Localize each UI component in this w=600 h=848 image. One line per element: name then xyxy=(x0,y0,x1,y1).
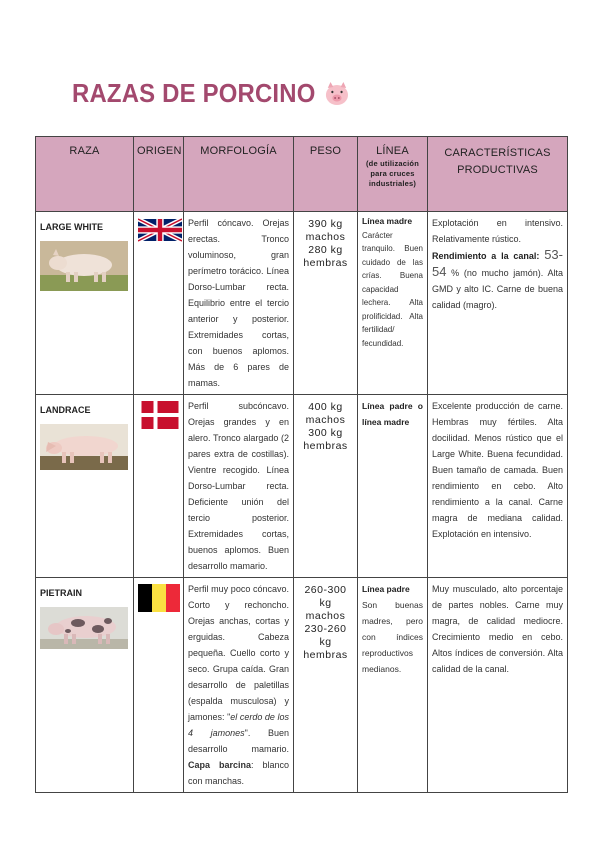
line-cell xyxy=(358,395,428,578)
weight-females: 280 kg hembras xyxy=(303,244,348,269)
line-title: Línea padre o línea madre xyxy=(362,401,423,427)
line-description: Carácter tranquilo. Buen cuidado de las crías. Buena capacidad lechera. Alta prolificidad. Alta fertilidad/ fecundidad. xyxy=(362,230,423,348)
weight-cell xyxy=(294,395,358,578)
header-linea-sub: (de utilización para cruces industriales) xyxy=(365,159,419,189)
origin-cell xyxy=(134,578,184,793)
characteristics-text: Explotación en intensivo. Relativamente rústico. xyxy=(432,218,563,244)
characteristics-yield xyxy=(432,247,563,313)
morphology-cell: Perfil cóncavo. Orejas erectas. Tronco voluminoso, gran perímetro torácico. Línea Dorso-Lumbar recta. Equilibrio entre el tercio anterior y posterior. Extremidades cortas, con buenos aplomos. Más de 6 pares de mamas. xyxy=(184,212,294,395)
belgium-flag-icon xyxy=(138,584,180,612)
morphology-text-2: ". Buen desarrollo mamario. xyxy=(188,728,289,754)
line-title: Línea madre xyxy=(362,216,413,226)
morphology-text-3: : blanco con manchas. xyxy=(188,760,289,786)
morphology-cell: Perfil subcóncavo. Orejas grandes y en alero. Tronco alargado (2 pares extra de costillas). Vientre recogido. Línea Dorso-Lumbar recta. Deficiente unión del tercio posterior. Extremidades cortas, buenos aplomos. Buen desarrollo mamario. xyxy=(184,395,294,578)
morphology-label: Capa barcina xyxy=(188,760,251,770)
line-cell xyxy=(358,578,428,793)
header-origen: ORIGEN xyxy=(134,137,184,212)
breed-name: LANDRACE xyxy=(40,405,91,415)
line-description: Son buenas madres, pero con índices reproductivos medianos. xyxy=(362,600,423,674)
header-morfologia: MORFOLOGÍA xyxy=(184,137,294,212)
title-text: RAZAS DE PORCINO xyxy=(72,78,316,108)
line-title: Línea padre xyxy=(362,584,410,594)
header-raza: RAZA xyxy=(36,137,134,212)
denmark-flag-icon xyxy=(138,401,182,429)
landrace-pig-image xyxy=(40,424,128,470)
breed-cell xyxy=(36,578,134,793)
table-row xyxy=(36,212,568,395)
large-white-pig-image xyxy=(40,241,128,291)
uk-flag-icon xyxy=(138,218,182,242)
header-row xyxy=(36,137,568,212)
origin-cell xyxy=(134,395,184,578)
characteristics-cell xyxy=(428,212,568,395)
yield-description: % (no mucho jamón). Alta GMD y alto IC. Carne de buena calidad (magro). xyxy=(432,268,563,310)
pietrain-pig-image xyxy=(40,607,128,649)
weight-males: 260-300 kg machos xyxy=(304,584,347,622)
breed-name: PIETRAIN xyxy=(40,588,83,598)
page-title xyxy=(72,78,350,109)
weight-females: 300 kg hembras xyxy=(303,427,348,452)
table-row xyxy=(36,395,568,578)
header-linea xyxy=(358,137,428,212)
morphology-cell xyxy=(184,578,294,793)
morphology-italic: el cerdo de los 4 jamones xyxy=(188,712,289,738)
line-cell xyxy=(358,212,428,395)
breed-name: LARGE WHITE xyxy=(40,222,103,232)
pig-face-icon xyxy=(323,81,351,107)
header-linea-title: LÍNEA xyxy=(376,145,409,157)
yield-value: 53-54 xyxy=(432,247,563,279)
breeds-table xyxy=(35,136,568,793)
weight-cell xyxy=(294,212,358,395)
header-caracteristicas: CARACTERÍSTICAS PRODUCTIVAS xyxy=(428,137,568,212)
breed-cell xyxy=(36,212,134,395)
origin-cell xyxy=(134,212,184,395)
table-row xyxy=(36,578,568,793)
weight-females: 230-260 kg hembras xyxy=(303,623,348,661)
yield-label: Rendimiento a la canal: xyxy=(432,251,540,261)
header-peso: PESO xyxy=(294,137,358,212)
morphology-text: Perfil muy poco cóncavo. Corto y rechoncho. Orejas anchas, cortas y erguidas. Cabeza pequeña. Cuello corto y seco. Grupa caída. Gran desarrollo de paletillas (espalda musculosa) y jamones: " xyxy=(188,584,289,722)
weight-males: 400 kg machos xyxy=(305,401,346,426)
weight-males: 390 kg machos xyxy=(305,218,346,243)
breed-cell xyxy=(36,395,134,578)
characteristics-cell: Excelente producción de carne. Hembras muy fértiles. Alta docilidad. Menos rústico que el Large White. Buena fecundidad. Buen tamaño de camada. Buen rendimiento en cebo. Alto rendimiento a la canal. Carne magra de mediana calidad. Explotación en intensivo. xyxy=(428,395,568,578)
characteristics-cell: Muy musculado, alto porcentaje de partes nobles. Carne muy magra, de calidad mediocre. Crecimiento medio en cebo. Altos índices de conversión. Alta calidad de la canal. xyxy=(428,578,568,793)
weight-cell xyxy=(294,578,358,793)
